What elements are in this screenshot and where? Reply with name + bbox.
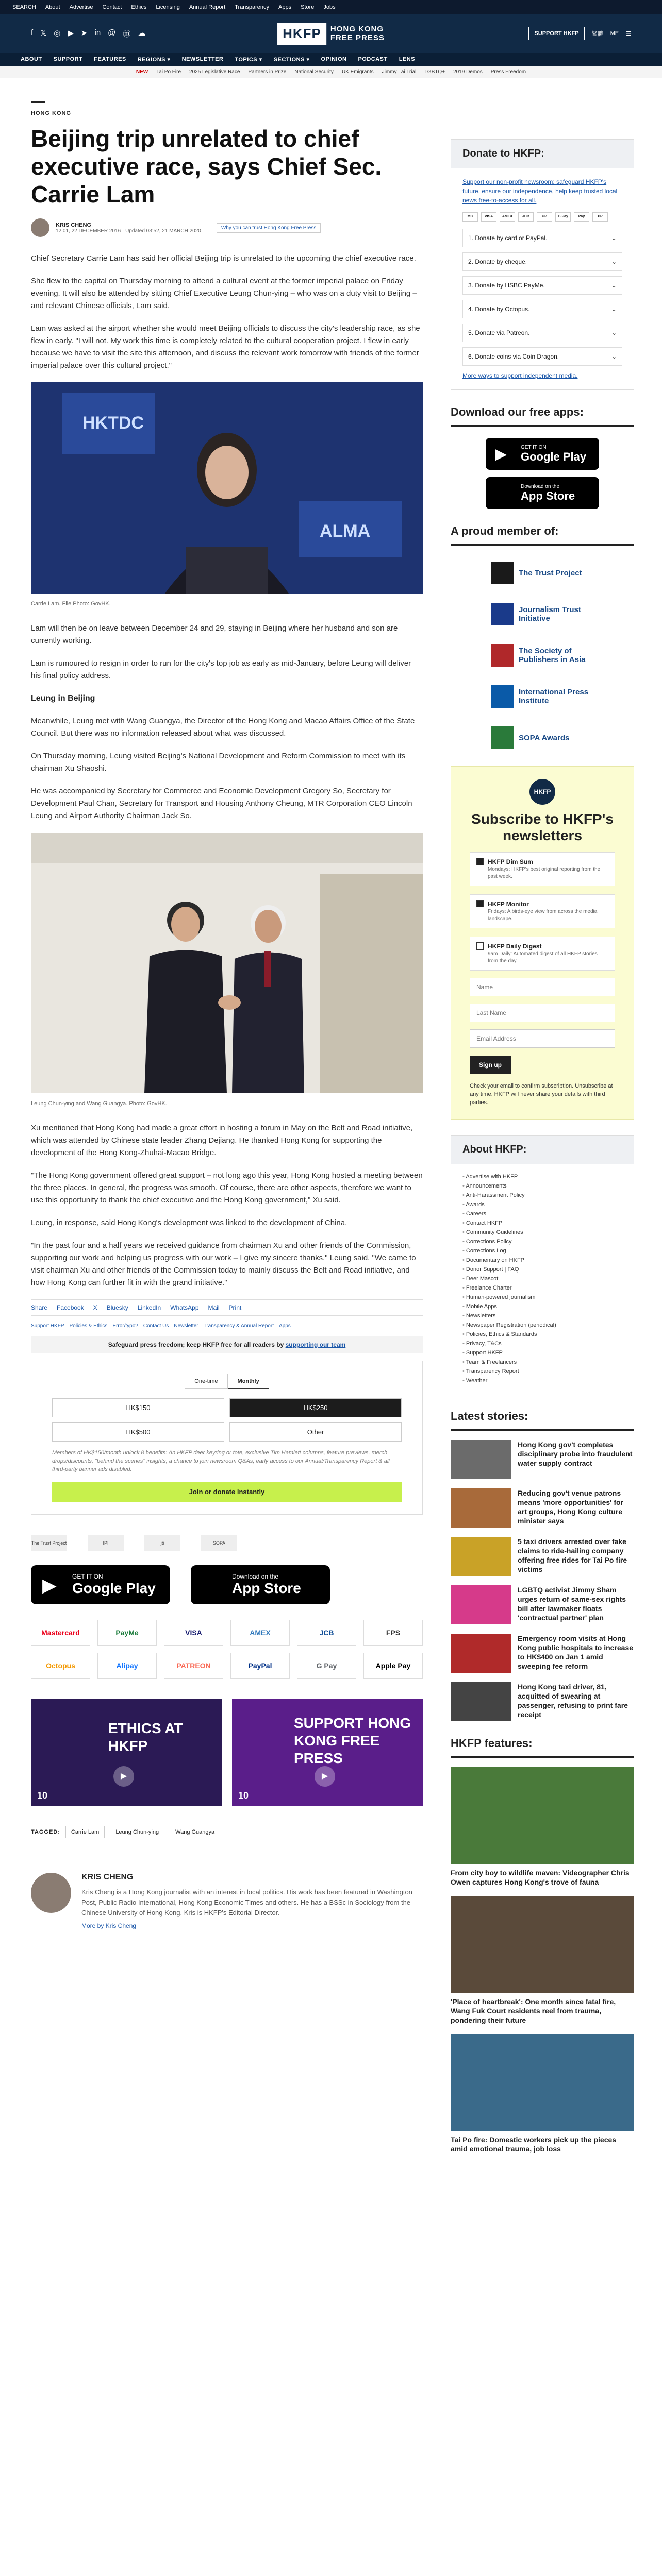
article-paragraph: He was accompanied by Secretary for Commerce and Economic Development Gregory So, Secretary for Development Paul Chan, Secretary for Transport and Housing Anthony Cheung, MTR Corporation CEO Lincoln Leung and Airport Authority Chairman Jack So. bbox=[31, 787, 412, 820]
about-link[interactable]: • Careers bbox=[462, 1209, 622, 1218]
chevron-down-icon: ⌄ bbox=[611, 329, 617, 336]
features-title: HKFP features: bbox=[451, 1737, 634, 1758]
about-link[interactable]: • Advertise with HKFP bbox=[462, 1172, 622, 1181]
latest-headline[interactable]: Hong Kong taxi driver, 81, acquitted of swearing at passenger, refusing to print fare receipt bbox=[518, 1683, 628, 1719]
more-ways-link[interactable]: More ways to support independent media. bbox=[462, 372, 578, 379]
donate-option[interactable] bbox=[462, 276, 622, 295]
linkedin-icon[interactable]: in bbox=[94, 28, 101, 37]
donate-panel bbox=[451, 139, 634, 390]
author-box-avatar[interactable] bbox=[31, 1873, 71, 1913]
trending-link[interactable]: National Security bbox=[294, 69, 334, 75]
safeguard-banner bbox=[31, 1336, 423, 1353]
author-box-bio: Kris Cheng is a Hong Kong journalist with an interest in local politics. His work has been featured in Washington Post, Public Radio International, Hong Kong Economic Times and others. He has a BSSc in Sociology from the Chinese University of Hong Kong. Kris is HKFP's Editorial Director. bbox=[81, 1888, 412, 1917]
feature-image[interactable] bbox=[451, 1896, 634, 1993]
member-badge[interactable]: IPI bbox=[88, 1535, 124, 1551]
about-link[interactable]: • Announcements bbox=[462, 1181, 622, 1191]
latest-headline[interactable]: Hong Kong gov't completes disciplinary probe into fraudulent water supply contract bbox=[518, 1440, 633, 1467]
sidebar-app-store[interactable] bbox=[486, 477, 599, 509]
payment-logo: PayPal bbox=[230, 1653, 290, 1679]
menu-icon[interactable]: ☰ bbox=[626, 30, 631, 37]
youtube-icon[interactable]: ▶ bbox=[68, 28, 74, 38]
donate-option[interactable] bbox=[462, 229, 622, 247]
payment-card-icon: AMEX bbox=[500, 212, 515, 222]
nav-item[interactable]: TOPICS ▾ bbox=[235, 56, 262, 63]
photo-leung-wang bbox=[31, 833, 423, 1093]
latest-headline[interactable]: Emergency room visits at Hong Kong public hospitals to increase to HK$400 on Jan 1 amid sweeping fee reform bbox=[518, 1634, 634, 1670]
about-link[interactable]: • Transparency Report bbox=[462, 1367, 622, 1376]
topbar-link[interactable]: Transparency bbox=[235, 4, 269, 10]
subhead: Leung in Beijing bbox=[31, 694, 95, 703]
member-badge[interactable]: jti bbox=[144, 1535, 180, 1551]
feature-story[interactable] bbox=[451, 1896, 634, 2025]
apps-title: Download our free apps: bbox=[451, 405, 634, 427]
trending-link[interactable]: Press Freedom bbox=[490, 69, 526, 75]
latest-headline[interactable]: 5 taxi drivers arrested over fake claims to ride-hailing company offering free rides for Tai Po fire victims bbox=[518, 1537, 627, 1573]
payment-logo: PATREON bbox=[164, 1653, 223, 1679]
amount-option[interactable]: HK$150 bbox=[52, 1398, 224, 1417]
about-link[interactable]: • Support HKFP bbox=[462, 1348, 622, 1358]
about-link[interactable]: • Documentary on HKFP bbox=[462, 1256, 622, 1265]
latest-thumbnail[interactable] bbox=[451, 1537, 511, 1576]
share-link[interactable]: Mail bbox=[208, 1304, 220, 1311]
tab-monthly[interactable]: Monthly bbox=[228, 1374, 269, 1389]
payment-logo: Octopus bbox=[31, 1653, 90, 1679]
member-logo[interactable] bbox=[491, 683, 594, 710]
about-link[interactable]: • Contact HKFP bbox=[462, 1218, 622, 1228]
social-icons bbox=[31, 28, 145, 39]
tag-list bbox=[31, 1826, 423, 1838]
payment-logo: Mastercard bbox=[31, 1620, 90, 1646]
article-paragraph: "The Hong Kong government offered great support – not long ago this year, Hong Kong hosted a meeting between the three places. In general, the progress was smooth. Of course, there are other aspects, therefore we want to use this opportunity to thank the chief executive and the Hong Kong government," Xu said. bbox=[31, 1171, 423, 1205]
newsletter-option[interactable] bbox=[470, 937, 615, 971]
trending-link[interactable]: Jimmy Lai Trial bbox=[382, 69, 417, 75]
donate-intro[interactable]: Support our non-profit newsroom: safeguard HKFP's future, ensure our independence, help keep trusted local news free-to-access for all. bbox=[462, 178, 618, 204]
proud-title: A proud member of: bbox=[451, 524, 634, 546]
first-name-field[interactable] bbox=[470, 978, 615, 996]
photo1-text2: ALMA bbox=[320, 521, 371, 541]
member-logo-mark bbox=[491, 685, 514, 708]
newsletter-checkbox[interactable] bbox=[476, 858, 484, 865]
about-link[interactable]: • Policies, Ethics & Standards bbox=[462, 1330, 622, 1339]
latest-story[interactable] bbox=[451, 1682, 634, 1721]
topbar-link[interactable]: Apps bbox=[278, 4, 292, 10]
footer-link[interactable]: Newsletter bbox=[174, 1323, 198, 1329]
category-rule bbox=[31, 101, 45, 103]
newsletter-confirm: Check your email to confirm subscription. Unsubscribe at any time. HKFP will never share your details with third parties. bbox=[470, 1083, 613, 1106]
topbar-link[interactable]: Licensing bbox=[156, 4, 180, 10]
signup-button[interactable]: Sign up bbox=[470, 1056, 511, 1074]
share-link[interactable]: Share bbox=[31, 1304, 48, 1311]
photo1-caption: Carrie Lam. File Photo: GovHK. bbox=[31, 601, 111, 607]
site-logo[interactable] bbox=[277, 23, 385, 45]
footer-link[interactable]: Error/typo? bbox=[112, 1323, 138, 1329]
topbar-link[interactable]: Annual Report bbox=[189, 4, 226, 10]
facebook-icon[interactable]: f bbox=[31, 28, 34, 37]
payment-logo: JCB bbox=[297, 1620, 356, 1646]
about-link[interactable]: • Awards bbox=[462, 1200, 622, 1209]
about-link[interactable]: • Community Guidelines bbox=[462, 1228, 622, 1237]
donate-widget bbox=[31, 1361, 423, 1515]
telegram-icon[interactable]: ➤ bbox=[80, 28, 88, 38]
share-link[interactable]: LinkedIn bbox=[137, 1304, 161, 1311]
latest-headline[interactable]: Reducing gov't venue patrons means 'more opportunities' for art groups, Hong Kong culture minister says bbox=[518, 1489, 624, 1525]
about-link[interactable]: • Privacy, T&Cs bbox=[462, 1339, 622, 1348]
topbar-link[interactable]: Advertise bbox=[69, 4, 93, 10]
payment-logo: VISA bbox=[164, 1620, 223, 1646]
tags-label: TAGGED: bbox=[31, 1829, 60, 1835]
newsletter-option[interactable] bbox=[470, 894, 615, 928]
instagram-icon[interactable]: ◎ bbox=[54, 28, 61, 38]
donate-title: Donate to HKFP: bbox=[451, 140, 634, 168]
video-ethics[interactable] bbox=[31, 1699, 222, 1806]
payment-logo: FPS bbox=[363, 1620, 423, 1646]
newsletter-signup bbox=[451, 766, 634, 1120]
nav-item[interactable]: ABOUT bbox=[21, 56, 42, 62]
last-name-field[interactable] bbox=[470, 1004, 615, 1022]
article-paragraph: Lam was asked at the airport whether she would meet Beijing officials to discuss the city's leadership race, as she flew in early. "I will not. My work this time is completely related to the cultural cooperation project. I flew in early because we have to visit the site this afternoon, and discuss the relevant work tomorrow with friends of the former imperial palace over this cultural project." bbox=[31, 324, 420, 370]
sidebar-google-play[interactable] bbox=[486, 438, 599, 470]
member-benefits: Members of HK$150/month unlock 8 benefits: An HKFP deer keyring or tote, exclusive Tim Hamlett columns, feature previews, merch drops/discounts, "behind the scenes" insights, a chance to join newsroom Q&As, early access to our Annual/Transparency Report & all third-party banner ads disabled. bbox=[52, 1450, 390, 1472]
main-nav bbox=[0, 53, 662, 66]
about-link[interactable]: • Freelance Charter bbox=[462, 1283, 622, 1293]
author-box bbox=[31, 1857, 423, 1929]
trending-link[interactable]: Partners in Prize bbox=[248, 69, 287, 75]
feature-story[interactable] bbox=[451, 1767, 634, 1887]
article-paragraph: She flew to the capital on Thursday morning to attend a cultural event at the former imperial palace on Friday evening. It will also be attended by sitting Chief Executive Leung Chun-ying – who was on a duty visit to Beijing – and relevant Chinese officials, Lam said. bbox=[31, 277, 417, 310]
latest-thumbnail[interactable] bbox=[451, 1440, 511, 1479]
payment-card-icon: G Pay bbox=[555, 212, 571, 222]
about-link[interactable]: • Mobile Apps bbox=[462, 1302, 622, 1311]
sidebar bbox=[451, 78, 634, 2154]
share-link[interactable]: WhatsApp bbox=[170, 1304, 199, 1311]
article-paragraph: Lam will then be on leave between December 24 and 29, staying in Beijing where her husband and son are currently working. bbox=[31, 624, 398, 645]
google-play-big: Google Play bbox=[72, 1580, 156, 1596]
tab-one-time[interactable]: One-time bbox=[185, 1374, 227, 1389]
nav-item[interactable]: FEATURES bbox=[94, 56, 126, 62]
feature-image[interactable] bbox=[451, 1767, 634, 1864]
member-logo[interactable] bbox=[491, 724, 594, 752]
nav-item[interactable]: NEWSLETTER bbox=[181, 56, 224, 62]
about-link[interactable]: • Weather bbox=[462, 1376, 622, 1385]
x-icon[interactable]: 𝕏 bbox=[40, 28, 47, 38]
member-badge[interactable]: The Trust Project bbox=[31, 1535, 67, 1551]
share-link[interactable]: Print bbox=[228, 1304, 242, 1311]
google-play-small: GET IT ON bbox=[72, 1573, 103, 1580]
top-bar bbox=[0, 0, 662, 14]
logo-mark: HKFP bbox=[277, 23, 326, 45]
donate-option-label: 1. Donate by card or PayPal. bbox=[468, 234, 548, 242]
latest-story[interactable] bbox=[451, 1537, 634, 1576]
play-icon[interactable]: ▶ bbox=[315, 1766, 335, 1787]
play-icon[interactable]: ▶ bbox=[113, 1766, 134, 1787]
google-play-badge[interactable] bbox=[31, 1565, 170, 1604]
donate-option[interactable] bbox=[462, 252, 622, 271]
byline bbox=[31, 218, 423, 237]
article-paragraph: Meanwhile, Leung met with Wang Guangya, the Director of the Hong Kong and Macao Affairs Office of the State Council. But there was no information released about what was discussed. bbox=[31, 717, 415, 738]
about-title: About HKFP: bbox=[451, 1136, 634, 1164]
footer-link[interactable]: Contact Us bbox=[143, 1323, 169, 1329]
safeguard-text: Safeguard press freedom; keep HKFP free for all readers by bbox=[108, 1341, 284, 1348]
chevron-down-icon: ⌄ bbox=[611, 353, 617, 360]
video-ethics-num: 10 bbox=[37, 1790, 48, 1801]
topbar-link[interactable]: SEARCH bbox=[12, 4, 36, 10]
about-panel bbox=[451, 1135, 634, 1394]
latest-story[interactable] bbox=[451, 1585, 634, 1624]
member-logo-label: International Press Institute bbox=[519, 688, 589, 705]
newsletter-name: HKFP Dim Sum bbox=[488, 858, 533, 866]
publish-dates: 12:01, 22 DECEMBER 2016 · Updated 03:52, 21 MARCH 2020 bbox=[56, 228, 201, 234]
google-play-icon: ▶ bbox=[42, 1574, 57, 1596]
nav-item[interactable]: SUPPORT bbox=[53, 56, 83, 62]
mastodon-icon[interactable]: ⓜ bbox=[123, 29, 131, 39]
member-logo-mark bbox=[491, 562, 514, 584]
payment-logo: Apple Pay bbox=[363, 1653, 423, 1679]
footer-link[interactable]: Transparency & Annual Report bbox=[203, 1323, 274, 1329]
newsletter-option[interactable] bbox=[470, 852, 615, 886]
share-link[interactable]: Bluesky bbox=[106, 1304, 128, 1311]
app-store-small: Download on the bbox=[232, 1573, 279, 1580]
newsletter-desc: Mondays: HKFP's best original reporting from the past week. bbox=[488, 867, 601, 879]
footer-links bbox=[31, 1323, 423, 1329]
photo1-text1: HKTDC bbox=[82, 413, 144, 433]
photo2-caption: Leung Chun-ying and Wang Guangya. Photo: GovHK. bbox=[31, 1100, 167, 1107]
sidebar-apple-small: Download on the bbox=[521, 483, 560, 489]
article-paragraph: Xu mentioned that Hong Kong had made a great effort in hosting a forum in May on the Belt and Road initiative, which was attended by Chinese state leader Zhang Dejiang. He thanked Hong Kong for supporting the development of the Hong Kong-Zhuhai-Macao Bridge. bbox=[31, 1124, 413, 1157]
chevron-down-icon: ⌄ bbox=[611, 234, 617, 242]
payment-logo: AMEX bbox=[230, 1620, 290, 1646]
language-toggle[interactable]: 繁體 bbox=[591, 31, 603, 37]
google-play-icon: ▶ bbox=[495, 446, 507, 463]
feature-headline[interactable]: Tai Po fire: Domestic workers pick up the pieces amid emotional trauma, job loss bbox=[451, 2136, 617, 2153]
article-paragraph: On Thursday morning, Leung visited Beijing's National Development and Reform Commission to meet with its chairman Xu Shaoshi. bbox=[31, 752, 406, 773]
payment-card-icon: Pay bbox=[574, 212, 589, 222]
payment-card-icon: PP bbox=[592, 212, 608, 222]
author-box-name[interactable]: KRIS CHENG bbox=[81, 1873, 134, 1882]
member-badge[interactable]: SOPA bbox=[201, 1535, 237, 1551]
trending-link[interactable]: 2019 Demos bbox=[453, 69, 483, 75]
donate-option-label: 4. Donate by Octopus. bbox=[468, 306, 530, 313]
donate-option-label: 3. Donate by HSBC PayMe. bbox=[468, 282, 545, 289]
category-label[interactable]: HONG KONG bbox=[31, 110, 72, 116]
support-button[interactable]: SUPPORT HKFP bbox=[528, 27, 584, 40]
footer-link[interactable]: Support HKFP bbox=[31, 1323, 64, 1329]
join-button[interactable]: Join or donate instantly bbox=[52, 1482, 402, 1502]
video-support-title: SUPPORT HONG KONG FREE PRESS bbox=[294, 1715, 411, 1766]
donate-option[interactable] bbox=[462, 347, 622, 366]
share-bar bbox=[31, 1299, 423, 1316]
payment-logo: PayMe bbox=[97, 1620, 157, 1646]
amount-option[interactable]: HK$500 bbox=[52, 1422, 224, 1442]
newsletter-name: HKFP Monitor bbox=[488, 901, 529, 908]
sidebar-google-small: GET IT ON bbox=[521, 444, 547, 450]
member-logo-mark bbox=[491, 644, 514, 667]
logo-line2: FREE PRESS bbox=[330, 33, 385, 42]
photo-leung-wang-image bbox=[31, 833, 423, 1093]
photo-carrie-lam-image bbox=[31, 382, 423, 594]
app-store-big: App Store bbox=[232, 1580, 301, 1596]
member-logo-label: Journalism Trust Initiative bbox=[519, 605, 581, 623]
feature-story[interactable] bbox=[451, 2034, 634, 2154]
member-logo-label: The Society of Publishers in Asia bbox=[519, 647, 586, 664]
trending-link[interactable]: Tai Po Fire bbox=[156, 69, 181, 75]
author-avatar[interactable] bbox=[31, 218, 49, 237]
topbar-link[interactable]: Contact bbox=[102, 4, 122, 10]
newsletter-logo: HKFP bbox=[529, 779, 555, 805]
tag-chip[interactable]: Wang Guangya bbox=[170, 1826, 220, 1838]
payment-logo: Alipay bbox=[97, 1653, 157, 1679]
amount-option[interactable]: HK$250 bbox=[229, 1398, 402, 1417]
payment-card-icon: VISA bbox=[481, 212, 496, 222]
safeguard-link[interactable]: supporting our team bbox=[285, 1341, 346, 1348]
photo-carrie-lam bbox=[31, 382, 423, 594]
account-link[interactable]: ME bbox=[610, 30, 619, 37]
article-paragraph: Leung, in response, said Hong Kong's development was linked to the development of China. bbox=[31, 1218, 347, 1227]
share-link[interactable]: X bbox=[93, 1304, 97, 1311]
email-field[interactable] bbox=[470, 1029, 615, 1048]
article-paragraph: Chief Secretary Carrie Lam has said her official Beijing trip is unrelated to the upcoming the chief executive race. bbox=[31, 254, 416, 263]
article-paragraph: "In the past four and a half years we received guidance from chairman Xu and other friends of the Commission, supporting our work and helping us progress with our work – I give my sincere thanks," Leung said. "We came to visit chairman Xu and other friends of the Commission today to mainly discuss the Belt and Road initiative, and how Hong Kong can further fit in with the grand initiative." bbox=[31, 1241, 416, 1287]
video-support-num: 10 bbox=[238, 1790, 249, 1801]
article-body bbox=[31, 252, 423, 1289]
about-link[interactable]: • Newspaper Registration (periodical) bbox=[462, 1320, 622, 1330]
latest-thumbnail[interactable] bbox=[451, 1634, 511, 1673]
nav-item[interactable]: OPINION bbox=[321, 56, 347, 62]
sidebar-apple-big: App Store bbox=[521, 489, 575, 502]
newsletter-desc: Fridays: A birds-eye view from across the media landscape. bbox=[488, 909, 598, 922]
badge-row bbox=[31, 1535, 423, 1551]
about-link[interactable]: • Human-powered journalism bbox=[462, 1293, 622, 1302]
trending-new-label: NEW bbox=[136, 69, 148, 75]
article-title: Beijing trip unrelated to chief executive race, says Chief Sec. Carrie Lam bbox=[31, 125, 382, 208]
trending-bar bbox=[0, 66, 662, 78]
about-link[interactable]: • Corrections Policy bbox=[462, 1237, 622, 1246]
donate-option-label: 5. Donate via Patreon. bbox=[468, 329, 530, 336]
chevron-down-icon: ⌄ bbox=[611, 306, 617, 313]
donate-option[interactable] bbox=[462, 300, 622, 318]
topbar-link[interactable]: Ethics bbox=[131, 4, 147, 10]
article bbox=[31, 78, 423, 1929]
latest-title: Latest stories: bbox=[451, 1410, 634, 1431]
donate-option-label: 2. Donate by cheque. bbox=[468, 258, 527, 265]
trending-link[interactable]: UK Emigrants bbox=[341, 69, 374, 75]
video-ethics-title: ETHICS AT HKFP bbox=[108, 1720, 183, 1754]
tag-chip[interactable]: Leung Chun-ying bbox=[110, 1826, 164, 1838]
author-more-link[interactable]: More by Kris Cheng bbox=[81, 1922, 137, 1929]
latest-thumbnail[interactable] bbox=[451, 1585, 511, 1624]
about-link[interactable]: • Deer Mascot bbox=[462, 1274, 622, 1283]
newsletter-title: Subscribe to HKFP's newsletters bbox=[471, 811, 614, 843]
member-logo[interactable] bbox=[491, 559, 594, 587]
about-link[interactable]: • Team & Freelancers bbox=[462, 1358, 622, 1367]
member-logo-mark bbox=[491, 603, 514, 625]
latest-story[interactable] bbox=[451, 1488, 634, 1528]
topbar-link[interactable]: About bbox=[45, 4, 60, 10]
about-link[interactable]: • Newsletters bbox=[462, 1311, 622, 1320]
newsletter-desc: 9am Daily: Automated digest of all HKFP stories from the day. bbox=[488, 951, 598, 964]
newsletter-name: HKFP Daily Digest bbox=[488, 943, 542, 950]
member-logo-label: SOPA Awards bbox=[519, 733, 570, 742]
video-support[interactable] bbox=[232, 1699, 423, 1806]
about-link[interactable]: • Corrections Log bbox=[462, 1246, 622, 1256]
footer-link[interactable]: Policies & Ethics bbox=[69, 1323, 108, 1329]
app-store-badge[interactable] bbox=[191, 1565, 330, 1604]
payment-logo: G Pay bbox=[297, 1653, 356, 1679]
feature-headline[interactable]: 'Place of heartbreak': One month since fatal fire, Wang Fuk Court residents reel from trauma, pondering their future bbox=[451, 1997, 616, 2024]
chevron-down-icon: ⌄ bbox=[611, 258, 617, 265]
newsletter-checkbox[interactable] bbox=[476, 942, 484, 950]
nav-item[interactable]: LENS bbox=[399, 56, 416, 62]
bluesky-icon[interactable]: ☁ bbox=[138, 28, 146, 38]
latest-thumbnail[interactable] bbox=[451, 1682, 511, 1721]
about-link[interactable]: • Donor Support | FAQ bbox=[462, 1265, 622, 1274]
footer-link[interactable]: Apps bbox=[278, 1323, 291, 1329]
chevron-down-icon: ⌄ bbox=[611, 282, 617, 289]
member-logo-label: The Trust Project bbox=[519, 568, 582, 578]
member-logo[interactable] bbox=[491, 641, 594, 669]
share-link[interactable]: Facebook bbox=[57, 1304, 84, 1311]
amount-option[interactable]: Other bbox=[229, 1422, 402, 1442]
payment-logos bbox=[31, 1620, 423, 1679]
payment-card-icon: MC bbox=[462, 212, 478, 222]
topbar-link[interactable]: Store bbox=[301, 4, 315, 10]
latest-thumbnail[interactable] bbox=[451, 1488, 511, 1528]
nav-item[interactable]: PODCAST bbox=[358, 56, 388, 62]
donate-option[interactable] bbox=[462, 324, 622, 342]
feature-image[interactable] bbox=[451, 2034, 634, 2131]
newsletter-checkbox[interactable] bbox=[476, 900, 484, 907]
nav-item[interactable]: REGIONS ▾ bbox=[137, 56, 171, 63]
payment-card-icon: JCB bbox=[518, 212, 534, 222]
donate-option-label: 6. Donate coins via Coin Dragon. bbox=[468, 353, 559, 360]
threads-icon[interactable]: @ bbox=[108, 28, 116, 37]
nav-item[interactable]: SECTIONS ▾ bbox=[273, 56, 310, 63]
about-link[interactable]: • Anti-Harassment Policy bbox=[462, 1191, 622, 1200]
member-logo-mark bbox=[491, 726, 514, 749]
logo-line1: HONG KONG bbox=[330, 25, 384, 33]
feature-headline[interactable]: From city boy to wildlife maven: Videographer Chris Owen captures Hong Kong's trove of fauna bbox=[451, 1869, 630, 1886]
tag-chip[interactable]: Carrie Lam bbox=[65, 1826, 105, 1838]
topbar-link[interactable]: Jobs bbox=[323, 4, 336, 10]
trust-link[interactable]: Why you can trust Hong Kong Free Press bbox=[217, 223, 321, 233]
trending-link[interactable]: LGBTQ+ bbox=[424, 69, 445, 75]
article-paragraph: Lam is rumoured to resign in order to run for the city's top job as early as mid-January, before Leung will deliver his final policy address. bbox=[31, 659, 411, 680]
sidebar-google-big: Google Play bbox=[521, 450, 587, 463]
author-name[interactable]: KRIS CHENG bbox=[56, 222, 92, 228]
member-logo[interactable] bbox=[491, 600, 594, 628]
trending-link[interactable]: 2025 Legislative Race bbox=[189, 69, 240, 75]
masthead bbox=[0, 14, 662, 53]
payment-card-icon: UP bbox=[537, 212, 552, 222]
latest-headline[interactable]: LGBTQ activist Jimmy Sham urges return of same-sex rights bill after lawmaker floats 'contractual partner' plan bbox=[518, 1586, 626, 1622]
latest-story[interactable] bbox=[451, 1634, 634, 1673]
latest-story[interactable] bbox=[451, 1440, 634, 1479]
